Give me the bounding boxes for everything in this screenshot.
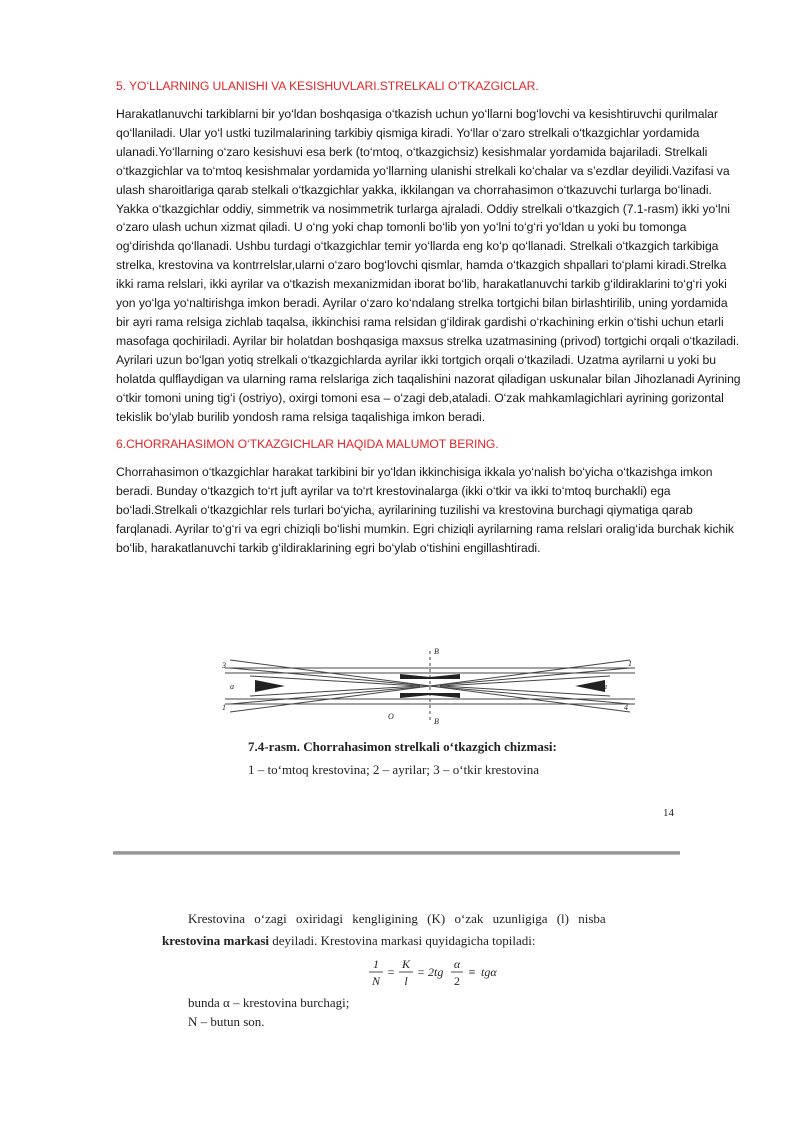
lower-text-line-1: Krestovina o‘zagi oxiridagi kengligining (K) o‘zak uzunligiga (l) nisba (188, 911, 606, 926)
lower-text-line-3: bunda α – krestovina burchagi; (188, 995, 350, 1010)
label-right-mid: a (603, 682, 607, 691)
section-6-heading: 6.CHORRAHASIMON O‘TKAZGICHLAR HAQIDA MALUMOT BERING. (116, 437, 499, 452)
label-center: O (388, 712, 394, 721)
label-bottom: B (434, 717, 439, 726)
formula-mid-den: l (404, 974, 408, 988)
formula-half-num: α (453, 957, 461, 971)
crossover-diagram (220, 646, 640, 726)
label-left-bot: 1 (222, 703, 226, 712)
lower-text-line-2 (162, 933, 682, 949)
page-divider (113, 851, 680, 855)
page-number: 14 (663, 807, 674, 819)
document-body (116, 78, 744, 568)
formula-half-den: 2 (454, 974, 460, 988)
svg-text:=: = (417, 965, 425, 979)
figure-caption-title: 7.4-rasm. Chorrahasimon strelkali o‘tkazgich chizmasi: (248, 739, 557, 754)
section-5-heading: 5. YO‘LLARNING ULANISHI VA KESISHUVLARI.STRELKALI O‘TKAZGICLAR. (116, 79, 539, 93)
label-left-top: 3 (222, 661, 226, 670)
formula-equiv: ≡ (468, 965, 476, 979)
formula-coef: 2tg (428, 965, 444, 979)
section-6-paragraph: Chorrahasimon o‘tkazgichlar harakat tarkibini bir yo‘ldan ikkinchisiga ikkala yo‘nalish bo‘yicha o‘tkazishga imkon beradi. Bunday o‘tkazgich to‘rt juft ayrilar va to‘rt krestovinalarga (ikki o‘tkir va ikki to‘mtoq burchakli) ega bo‘ladi.Strelkali o‘tkazgichlar rels turlari bo‘yicha, ayrilarining tuzilishi va krestovina burchagi qiymatiga qarab farqlanadi. Ayrilar to‘g‘ri va egri chiziqli bo‘lishi mumkin. Egri chiziqli ayrilarning rama relslari oralig‘ida burchak kichik bo‘lib, harakatlanuvchi tarkib g‘ildiraklarining egri bo‘ylab o‘tishini engillashtiradi. (116, 465, 734, 556)
section-5-paragraph: Harakatlanuvchi tarkiblarni bir yo‘ldan boshqasiga o‘tkazish uchun yo‘llarni bog‘lovchi va kesishtiruvchi qurilmalar qo‘llaniladi. Ular yo‘l ustki tuzilmalarining tarkibiy qismiga kiradi. Yo‘llar o‘zaro strelkali o‘tkazgichlar yordamida ulanadi.Yo‘llarning o‘zaro kesishuvi esa berk (to‘mtoq, o‘tkazgichsiz) kesishmalar yordamida bajariladi. Strelkali o‘tkazgichlar va to‘mtoq kesishmalar yordamida yo‘llarning ulanishi strelkali ko‘chalar va s’ezdlar deyilidi.Vazifasi va ulash sharoitlariga qarab stelkali o‘tkazgichlar yakka, ikkilangan va chorrahasimon o‘tkazuvchi turlarga bo‘linadi. Yakka o‘tkazgichlar oddiy, simmetrik va nosimmetrik turlarga ajraladi. Oddiy strelkali o‘tkazgich (7.1-rasm) ikki yo‘lni o‘zaro ulash uchun xizmat qiladi. U o‘ng yoki chap tomonli bo‘lib yon yo‘lni to‘g‘ri yo‘ldan u yoki bu tomonga og‘dirishda qo‘llanadi. Ushbu turdagi o‘tkazgichlar temir yo‘llarda eng ko‘p qo‘llanadi. Strelkali o‘tkazgich tarkibiga strelka, krestovina va kontrrelslar,ularni o‘zaro bog‘lovchi qismlar, hamda o‘tkazgich shpallari to‘plami kiradi.Strelka ikki rama relslari, ikki ayrilar va o‘tkazish mexanizmidan iborat bo‘lib, harakatlanuvchi tarkib g‘ildiraklarini to‘g‘ri yoki yon yo‘lga yo‘naltirishga imkon beradi. Ayrilar o‘zaro ko‘ndalang strelka tortgichi bilan birlashtirilib, uning yordamida bir ayri rama relsiga zichlab taqalsa, ikkinchisi rama relsidan g‘ildirak gardishi o‘rkachining erkin o‘tishi uchun etarli masofaga qochiriladi. Ayrilar bir holatdan boshqasiga maxsus strelka uzatmasining (privod) tortgichi orqali o‘tkaziladi. Ayrilari uzun bo‘lgan yotiq strelkali o‘tkazgichlarda ayrilar ikki tortgich orqali o‘tkaziladi. Uzatma ayrilarni u yoki bu holatda qulflaydigan va ularning rama relslariga zich taqalishini nazorat qiladigan uskunalar bilan Jihozlanadi Ayrining o‘tkir tomoni uning tig‘i (ostriyo), oxirgi tomoni esa – o‘zagi deb,ataladi. O‘zak mahkamlagichlari ayrining gorizontal tekislik bo‘ylab burilib yondosh rama relsiga taqalishiga imkon beradi. (116, 107, 741, 424)
formula (360, 954, 540, 990)
label-right-top: 1 (628, 659, 632, 668)
label-right-bot: 4 (624, 703, 628, 712)
frog-point (255, 680, 285, 692)
formula-eq: = (387, 965, 395, 979)
term-bold: krestovina markasi (162, 933, 270, 948)
frog-point (575, 680, 605, 692)
label-left-mid: a (230, 682, 234, 691)
formula-lhs-den: N (371, 974, 381, 988)
label-top: B (434, 647, 439, 656)
formula-rhs: tgα (481, 965, 497, 979)
term-rest: deyiladi. Krestovina markasi quyidagicha topiladi: (269, 933, 536, 948)
formula-lhs-num: 1 (373, 957, 379, 971)
formula-mid-num: K (401, 957, 411, 971)
figure-caption-legend: 1 – to‘mtoq krestovina; 2 – ayrilar; 3 – o‘tkir krestovina (248, 762, 539, 777)
lower-text-line-4: N – butun son. (188, 1014, 265, 1029)
